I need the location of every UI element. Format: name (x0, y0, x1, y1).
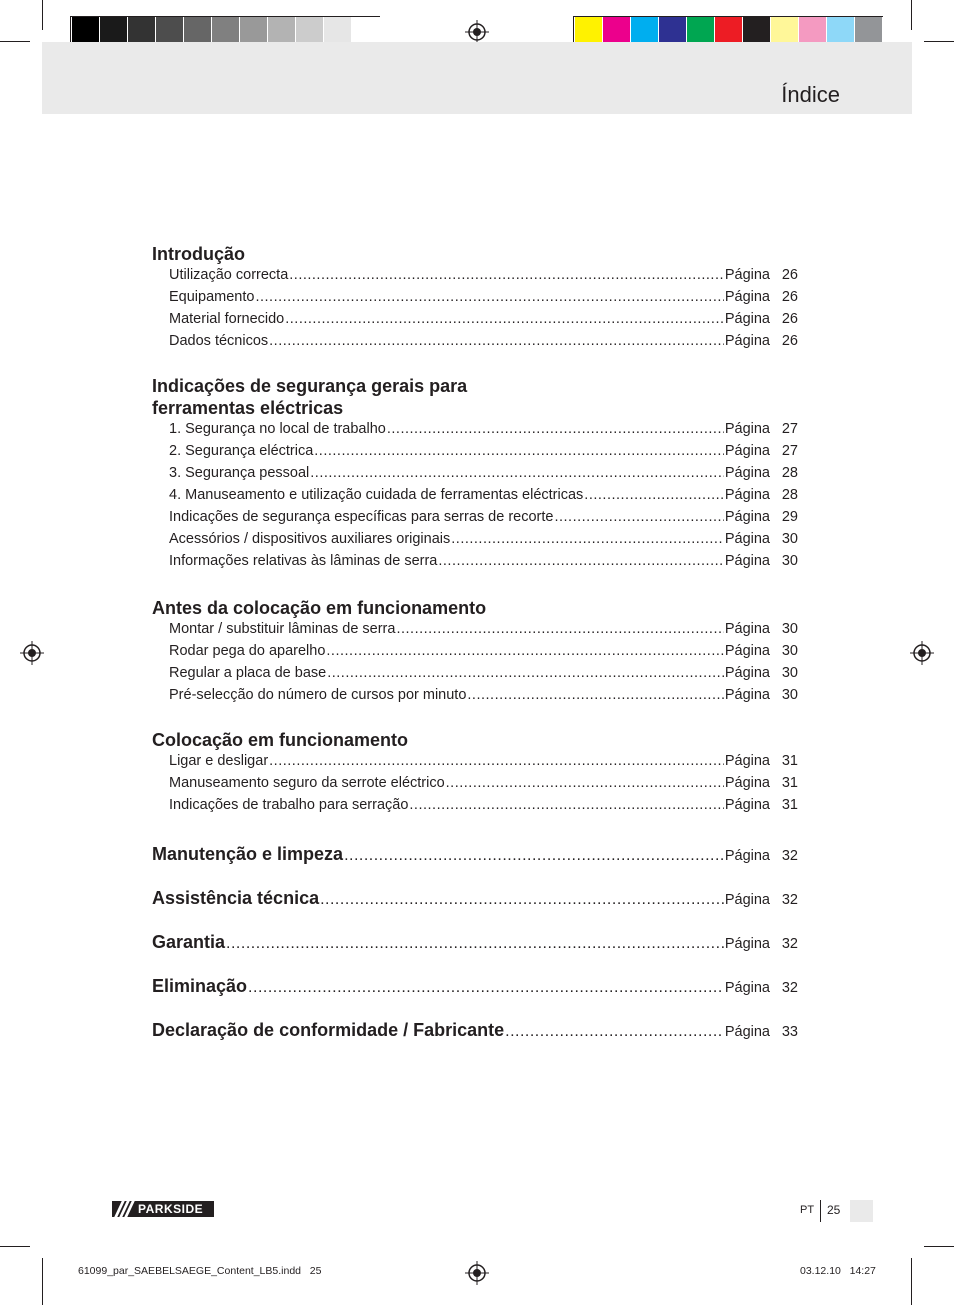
entry-label: Manuseamento seguro da serrote eléctrico (169, 775, 445, 791)
toc-single-section[interactable] (152, 931, 798, 953)
table-of-contents (152, 243, 798, 1041)
dot-leader (289, 267, 724, 283)
toc-section (152, 597, 798, 709)
toc-entry[interactable] (152, 797, 798, 819)
section-title: Introdução (152, 244, 245, 264)
page-word: Página (724, 421, 770, 437)
entry-label: 3. Segurança pessoal (169, 465, 310, 481)
dot-leader (451, 531, 724, 547)
toc-entry[interactable] (152, 421, 798, 443)
dot-leader (438, 553, 723, 569)
entry-label: Dados técnicos (169, 333, 269, 349)
entry-label: Equipamento (169, 289, 255, 305)
entry-label: Utilização correcta (169, 267, 289, 283)
toc-entry[interactable] (152, 531, 798, 553)
crop-mark (911, 0, 912, 30)
entry-label: Indicações de trabalho para serração (169, 797, 409, 813)
dot-leader (467, 687, 723, 703)
language-code: PT (800, 1204, 815, 1216)
entry-label: Acessórios / dispositivos auxiliares originais (169, 531, 451, 547)
toc-entry[interactable] (152, 621, 798, 643)
entry-label: Indicações de segurança específicas para serras de recorte (169, 509, 554, 525)
toc-section (152, 243, 798, 355)
toc-section (152, 729, 798, 819)
page-word: Página (724, 267, 770, 283)
dot-leader (269, 333, 724, 349)
registration-mark-icon (465, 1261, 489, 1285)
registration-mark-icon (910, 641, 934, 665)
dot-leader (554, 509, 723, 525)
toc-section (152, 375, 798, 575)
section-title: Colocação em funcionamento (152, 730, 409, 750)
crop-mark (911, 1258, 912, 1305)
page-word: Página (724, 289, 770, 305)
entry-label: Pré-selecção do número de cursos por minuto (169, 687, 467, 703)
page-word: Página (724, 753, 770, 769)
entry-page-number: 31 (781, 753, 798, 769)
dot-leader (344, 847, 724, 865)
registration-mark-icon (465, 20, 489, 44)
toc-entry[interactable] (152, 465, 798, 487)
page-word: Página (724, 487, 770, 503)
toc-single-section[interactable] (152, 887, 798, 909)
dot-leader (314, 443, 724, 459)
dot-leader (584, 487, 724, 503)
entry-page-number: 28 (781, 487, 798, 503)
section-title: Eliminação (152, 976, 248, 996)
entry-label: 2. Segurança eléctrica (169, 443, 314, 459)
entry-page-number: 26 (781, 267, 798, 283)
section-title: Manutenção e limpeza (152, 844, 344, 864)
section-page-number: 32 (781, 892, 798, 908)
dot-leader (285, 311, 724, 327)
section-entries (152, 421, 798, 575)
section-page-number: 32 (781, 980, 798, 996)
slug-filename: 61099_par_SAEBELSAEGE_Content_LB5.indd 25 (78, 1265, 322, 1277)
parkside-logo (112, 1201, 214, 1217)
section-title-continued: ferramentas eléctricas (152, 398, 344, 418)
toc-single-section[interactable] (152, 1019, 798, 1041)
entry-page-number: 30 (781, 553, 798, 569)
dot-leader (396, 621, 723, 637)
entry-label: Material fornecido (169, 311, 285, 327)
footer-divider (820, 1200, 821, 1222)
page-word: Página (724, 311, 770, 327)
page-word: Página (724, 665, 770, 681)
toc-entry[interactable] (152, 443, 798, 465)
section-page-number: 33 (781, 1024, 798, 1040)
toc-single-section[interactable] (152, 975, 798, 997)
dot-leader (226, 935, 724, 953)
entry-page-number: 27 (781, 421, 798, 437)
page-word: Página (724, 643, 770, 659)
page-word: Página (724, 797, 770, 813)
page-word: Página (724, 936, 770, 952)
dot-leader (320, 891, 724, 909)
page-word: Página (724, 892, 770, 908)
entry-label: Informações relativas às lâminas de serra (169, 553, 438, 569)
entry-label: Regular a placa de base (169, 665, 327, 681)
dot-leader (255, 289, 723, 305)
entry-page-number: 26 (781, 333, 798, 349)
entry-page-number: 26 (781, 311, 798, 327)
brand-name: PARKSIDE (138, 1202, 204, 1216)
slug-date-time: 03.12.10 14:27 (800, 1265, 876, 1277)
section-title: Garantia (152, 932, 226, 952)
dot-leader (387, 421, 724, 437)
toc-single-section[interactable] (152, 843, 798, 865)
registration-mark-icon (20, 641, 44, 665)
entry-page-number: 27 (781, 443, 798, 459)
dot-leader (446, 775, 724, 791)
toc-entry[interactable] (152, 289, 798, 311)
page-word: Página (724, 509, 770, 525)
entry-label: 1. Segurança no local de trabalho (169, 421, 386, 437)
section-entries (152, 753, 798, 819)
toc-entry[interactable] (152, 487, 798, 509)
page-word: Página (724, 1024, 770, 1040)
toc-entry[interactable] (152, 775, 798, 797)
section-title: Antes da colocação em funcionamento (152, 598, 487, 618)
toc-entry[interactable] (152, 267, 798, 289)
crop-mark (0, 1246, 30, 1247)
toc-entry[interactable] (152, 753, 798, 775)
page-word: Página (724, 443, 770, 459)
crop-mark (924, 1246, 954, 1247)
entry-page-number: 30 (781, 687, 798, 703)
page-number-tab (850, 1200, 873, 1222)
dot-leader (327, 665, 724, 681)
page-title: Índice (781, 82, 840, 107)
section-page-number: 32 (781, 848, 798, 864)
page-word: Página (724, 621, 770, 637)
toc-entry[interactable] (152, 333, 798, 355)
dot-leader (505, 1023, 724, 1041)
entry-label: Ligar e desligar (169, 753, 269, 769)
section-title: Assistência técnica (152, 888, 320, 908)
entry-page-number: 26 (781, 289, 798, 305)
page-word: Página (724, 333, 770, 349)
page-word: Página (724, 553, 770, 569)
entry-page-number: 29 (781, 509, 798, 525)
toc-entry[interactable] (152, 509, 798, 531)
entry-page-number: 30 (781, 621, 798, 637)
section-title: Declaração de conformidade / Fabricante (152, 1020, 505, 1040)
entry-label: Montar / substituir lâminas de serra (169, 621, 396, 637)
entry-page-number: 28 (781, 465, 798, 481)
dot-leader (310, 465, 724, 481)
page-word: Página (724, 687, 770, 703)
entry-page-number: 30 (781, 643, 798, 659)
entry-page-number: 31 (781, 775, 798, 791)
entry-label: Rodar pega do aparelho (169, 643, 326, 659)
toc-entry[interactable] (152, 311, 798, 333)
toc-entry[interactable] (152, 553, 798, 575)
dot-leader (409, 797, 723, 813)
crop-mark (0, 41, 30, 42)
crop-mark (42, 0, 43, 30)
section-entries (152, 267, 798, 355)
page-number: 25 (827, 1203, 841, 1217)
page-word: Página (724, 980, 770, 996)
entry-page-number: 30 (781, 531, 798, 547)
toc-entry[interactable] (152, 687, 798, 709)
logo-stripes-icon (112, 1201, 134, 1217)
toc-entry[interactable] (152, 643, 798, 665)
dot-leader (248, 979, 724, 997)
entry-page-number: 30 (781, 665, 798, 681)
entry-page-number: 31 (781, 797, 798, 813)
section-page-number: 32 (781, 936, 798, 952)
dot-leader (269, 753, 724, 769)
dot-leader (326, 643, 723, 659)
toc-entry[interactable] (152, 665, 798, 687)
crop-mark (42, 1258, 43, 1305)
page-word: Página (724, 465, 770, 481)
section-title: Indicações de segurança gerais para (152, 376, 468, 396)
page-word: Página (724, 531, 770, 547)
page-word: Página (724, 848, 770, 864)
section-entries (152, 621, 798, 709)
entry-label: 4. Manuseamento e utilização cuidada de ferramentas eléctricas (169, 487, 584, 503)
crop-mark (924, 41, 954, 42)
page-word: Página (724, 775, 770, 791)
